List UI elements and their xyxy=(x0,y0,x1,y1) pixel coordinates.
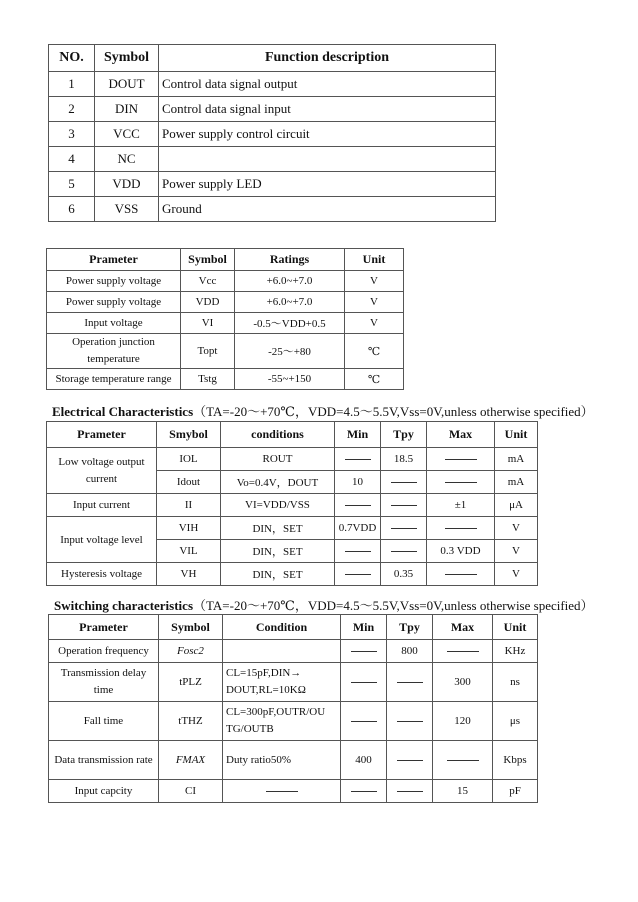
dash-mark xyxy=(345,551,371,552)
cell: ℃ xyxy=(345,334,404,369)
cell: Input voltage level xyxy=(47,517,157,563)
switching-conditions: （TA=-20～+70℃，VDD=4.5～5.5V,Vss=0V,unless otherwise specified） xyxy=(193,598,594,613)
cell: IOL xyxy=(157,448,221,471)
cell: VH xyxy=(157,563,221,586)
dash-mark xyxy=(397,760,423,761)
cell: 10 xyxy=(335,471,381,494)
cell: ns xyxy=(493,663,538,702)
cell: DOUT xyxy=(95,72,159,97)
dash-mark xyxy=(445,482,477,483)
cell: -25～+80 xyxy=(235,334,345,369)
cell: Ground xyxy=(159,197,496,222)
cell: Data transmission rate xyxy=(49,741,159,780)
ratings-table xyxy=(46,248,404,390)
table-row xyxy=(49,197,496,222)
header-parameter: Prameter xyxy=(49,615,159,640)
table-row xyxy=(49,640,538,663)
dash-cell xyxy=(341,702,387,741)
cell: Control data signal output xyxy=(159,72,496,97)
dash-mark xyxy=(266,791,298,792)
cell: Fosc2 xyxy=(159,640,223,663)
cell: V xyxy=(345,292,404,313)
cell: ℃ xyxy=(345,369,404,390)
table-row xyxy=(47,271,404,292)
cell: Duty ratio50% xyxy=(223,741,341,780)
dash-cell xyxy=(381,540,427,563)
table-header-row xyxy=(47,422,538,448)
cell: Input capcity xyxy=(49,780,159,803)
table-row xyxy=(47,448,538,471)
table-row xyxy=(47,313,404,334)
table-row xyxy=(49,663,538,702)
empty-cell xyxy=(223,640,341,663)
table-row xyxy=(47,334,404,369)
dash-cell xyxy=(335,494,381,517)
cell: Power supply LED xyxy=(159,172,496,197)
dash-mark xyxy=(345,505,371,506)
cell: 6 xyxy=(49,197,95,222)
cell: -55~+150 xyxy=(235,369,345,390)
dash-cell xyxy=(335,448,381,471)
table-header-row xyxy=(49,45,496,72)
electrical-table xyxy=(46,421,538,586)
header-unit: Unit xyxy=(495,422,538,448)
cell: Topt xyxy=(181,334,235,369)
cell: 2 xyxy=(49,97,95,122)
dash-cell xyxy=(387,780,433,803)
cell: 0.35 xyxy=(381,563,427,586)
cell: Operation frequency xyxy=(49,640,159,663)
header-max: Max xyxy=(427,422,495,448)
switching-title xyxy=(54,595,594,614)
dash-mark xyxy=(351,721,377,722)
header-no: NO. xyxy=(49,45,95,72)
dash-cell xyxy=(387,741,433,780)
header-min: Min xyxy=(341,615,387,640)
cell: 800 xyxy=(387,640,433,663)
cell: VDD xyxy=(95,172,159,197)
table-row xyxy=(49,172,496,197)
cell: 5 xyxy=(49,172,95,197)
header-tpy: Tpy xyxy=(381,422,427,448)
header-tpy: Tpy xyxy=(387,615,433,640)
dash-mark xyxy=(391,505,417,506)
cell: V xyxy=(495,517,538,540)
table-row xyxy=(49,702,538,741)
cell: ROUT xyxy=(221,448,335,471)
cell: mA xyxy=(495,448,538,471)
cell: Input current xyxy=(47,494,157,517)
cell: 300 xyxy=(433,663,493,702)
dash-mark xyxy=(391,528,417,529)
table-row xyxy=(47,369,404,390)
header-condition: Condition xyxy=(223,615,341,640)
dash-cell xyxy=(387,663,433,702)
cell: KHz xyxy=(493,640,538,663)
switching-table xyxy=(48,614,538,803)
table-row xyxy=(49,97,496,122)
table-row xyxy=(47,517,538,540)
dash-mark xyxy=(391,482,417,483)
cell: VCC xyxy=(95,122,159,147)
cell: 0.3 VDD xyxy=(427,540,495,563)
header-function: Function description xyxy=(159,45,496,72)
header-parameter: Prameter xyxy=(47,422,157,448)
cell: μA xyxy=(495,494,538,517)
cell: Idout xyxy=(157,471,221,494)
cell: Vcc xyxy=(181,271,235,292)
cell: -0.5～VDD+0.5 xyxy=(235,313,345,334)
cell: 400 xyxy=(341,741,387,780)
cell: NC xyxy=(95,147,159,172)
header-ratings: Ratings xyxy=(235,249,345,271)
dash-mark xyxy=(445,459,477,460)
dash-mark xyxy=(351,682,377,683)
dash-cell xyxy=(381,517,427,540)
dash-mark xyxy=(351,651,377,652)
table-header-row xyxy=(47,249,404,271)
cell: Low voltage output current xyxy=(47,448,157,494)
cell: DIN，SET xyxy=(221,540,335,563)
cell: 0.7VDD xyxy=(335,517,381,540)
cell: Hysteresis voltage xyxy=(47,563,157,586)
cell: DIN xyxy=(95,97,159,122)
cell: tTHZ xyxy=(159,702,223,741)
cell: μs xyxy=(493,702,538,741)
dash-cell xyxy=(335,540,381,563)
cell: Vo=0.4V，DOUT xyxy=(221,471,335,494)
header-symbol: Symbol xyxy=(181,249,235,271)
table-row xyxy=(47,494,538,517)
header-conditions: conditions xyxy=(221,422,335,448)
dash-mark xyxy=(397,682,423,683)
dash-cell xyxy=(433,741,493,780)
table-row xyxy=(49,147,496,172)
electrical-conditions: （TA=-20～+70℃，VDD=4.5～5.5V,Vss=0V,unless otherwise specified） xyxy=(193,404,594,419)
cell: VIH xyxy=(157,517,221,540)
header-symbol: Smybol xyxy=(157,422,221,448)
dash-cell xyxy=(223,780,341,803)
cell: 4 xyxy=(49,147,95,172)
cell: 120 xyxy=(433,702,493,741)
dash-mark xyxy=(447,651,479,652)
header-unit: Unit xyxy=(493,615,538,640)
table-row xyxy=(47,292,404,313)
dash-mark xyxy=(445,574,477,575)
electrical-title-text: Electrical Characteristics xyxy=(52,404,194,419)
dash-cell xyxy=(341,780,387,803)
cell: Power supply control circuit xyxy=(159,122,496,147)
cell: V xyxy=(495,563,538,586)
dash-cell xyxy=(341,663,387,702)
dash-mark xyxy=(345,459,371,460)
cell: 1 xyxy=(49,72,95,97)
cell: 3 xyxy=(49,122,95,147)
cell: tPLZ xyxy=(159,663,223,702)
table-row xyxy=(49,72,496,97)
cell: CL=15pF,DIN→ DOUT,RL=10KΩ xyxy=(223,663,341,702)
cell: Input voltage xyxy=(47,313,181,334)
dash-cell xyxy=(433,640,493,663)
dash-mark xyxy=(397,791,423,792)
dash-cell xyxy=(427,517,495,540)
table-row xyxy=(49,741,538,780)
cell: +6.0~+7.0 xyxy=(235,271,345,292)
cell: FMAX xyxy=(159,741,223,780)
dash-mark xyxy=(445,528,477,529)
cell: CL=300pF,OUTR/OU TG/OUTB xyxy=(223,702,341,741)
electrical-title xyxy=(52,401,594,420)
cell: VDD xyxy=(181,292,235,313)
cell: VI=VDD/VSS xyxy=(221,494,335,517)
dash-mark xyxy=(447,760,479,761)
table-row xyxy=(49,122,496,147)
cell: Operation junction temperature xyxy=(47,334,181,369)
cell: ±1 xyxy=(427,494,495,517)
dash-cell xyxy=(381,494,427,517)
table-row xyxy=(47,563,538,586)
dash-cell xyxy=(335,563,381,586)
header-symbol: Symbol xyxy=(95,45,159,72)
cell: 15 xyxy=(433,780,493,803)
cell: Power supply voltage xyxy=(47,271,181,292)
header-max: Max xyxy=(433,615,493,640)
cell: DIN，SET xyxy=(221,563,335,586)
dash-cell xyxy=(341,640,387,663)
cell: Control data signal input xyxy=(159,97,496,122)
header-parameter: Prameter xyxy=(47,249,181,271)
cell: V xyxy=(495,540,538,563)
dash-mark xyxy=(351,791,377,792)
dash-mark xyxy=(397,721,423,722)
header-min: Min xyxy=(335,422,381,448)
header-symbol: Symbol xyxy=(159,615,223,640)
dash-cell xyxy=(381,471,427,494)
cell: VSS xyxy=(95,197,159,222)
cell: DIN，SET xyxy=(221,517,335,540)
dash-cell xyxy=(427,448,495,471)
pin-table xyxy=(48,44,496,222)
cell: Tstg xyxy=(181,369,235,390)
dash-cell xyxy=(427,563,495,586)
dash-mark xyxy=(345,574,371,575)
cell: V xyxy=(345,313,404,334)
cell: Kbps xyxy=(493,741,538,780)
header-unit: Unit xyxy=(345,249,404,271)
cell xyxy=(159,147,496,172)
cell: +6.0~+7.0 xyxy=(235,292,345,313)
cell: Storage temperature range xyxy=(47,369,181,390)
cell: Power supply voltage xyxy=(47,292,181,313)
dash-cell xyxy=(427,471,495,494)
cell: mA xyxy=(495,471,538,494)
cell: V xyxy=(345,271,404,292)
cell: pF xyxy=(493,780,538,803)
cell: Fall time xyxy=(49,702,159,741)
cell: CI xyxy=(159,780,223,803)
table-row xyxy=(49,780,538,803)
switching-title-text: Switching characteristics xyxy=(54,598,194,613)
cell: VIL xyxy=(157,540,221,563)
cell: VI xyxy=(181,313,235,334)
cell: II xyxy=(157,494,221,517)
cell: 18.5 xyxy=(381,448,427,471)
table-header-row xyxy=(49,615,538,640)
cell: Transmission delay time xyxy=(49,663,159,702)
dash-cell xyxy=(387,702,433,741)
dash-mark xyxy=(391,551,417,552)
